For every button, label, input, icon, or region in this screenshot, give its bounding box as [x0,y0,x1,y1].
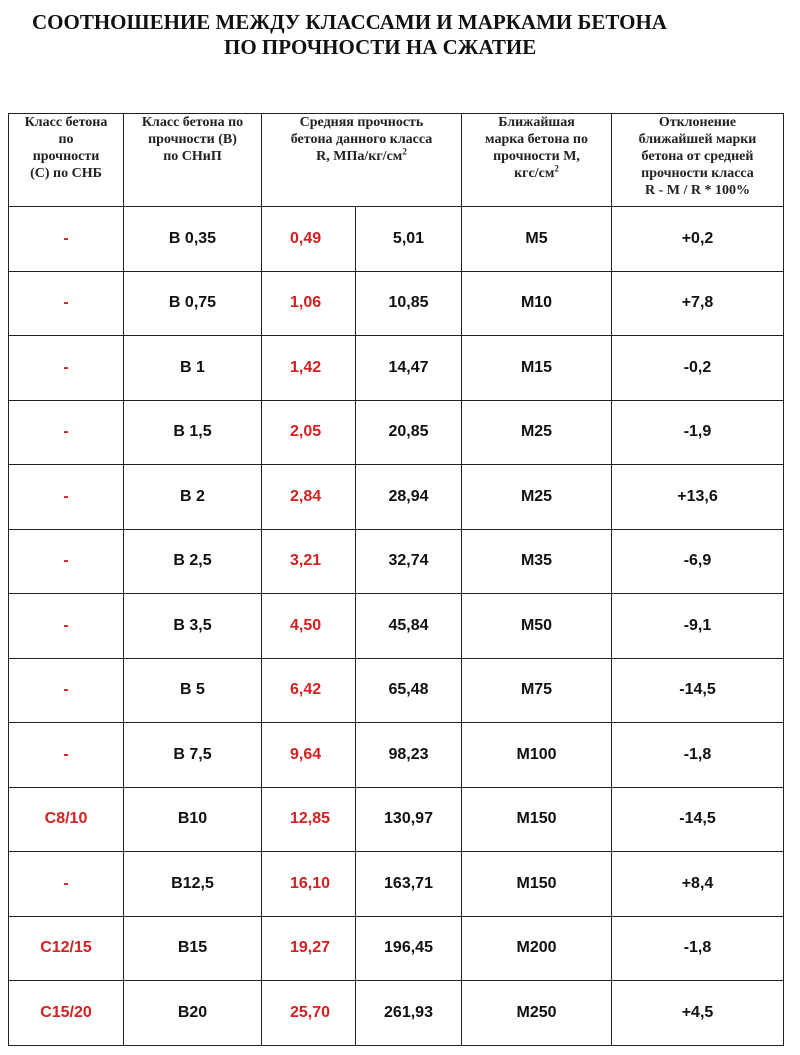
table-row [9,271,784,336]
header-class-b: Класс бетона по прочности (В) по СНиП [124,114,262,207]
table-row [9,594,784,659]
cell-strength-mpa: 1,42 [262,336,356,401]
cell-deviation: +4,5 [612,981,784,1046]
header-nearest-grade: Ближайшая марка бетона по прочности М, кгс/$см^2$ [462,114,612,207]
cell-strength-mpa: 0,49 [262,207,356,272]
cell-class-c: - [9,400,124,465]
cell-strength-kgf: 10,85 [356,271,462,336]
cell-class-b: В15 [124,916,262,981]
table-row [9,207,784,272]
cell-class-b: В 0,35 [124,207,262,272]
cell-class-c: - [9,594,124,659]
cell-class-c: - [9,852,124,917]
cell-class-c: - [9,723,124,788]
cell-strength-kgf: 5,01 [356,207,462,272]
cell-strength-mpa: 4,50 [262,594,356,659]
cell-class-c: С8/10 [9,787,124,852]
cell-class-b: В 2 [124,465,262,530]
cell-grade-m: М100 [462,723,612,788]
table-row [9,981,784,1046]
cell-grade-m: М35 [462,529,612,594]
cell-strength-mpa: 6,42 [262,658,356,723]
cell-grade-m: М15 [462,336,612,401]
cell-deviation: +7,8 [612,271,784,336]
cell-deviation: +8,4 [612,852,784,917]
table-row [9,529,784,594]
table-row [9,400,784,465]
cell-deviation: -0,2 [612,336,784,401]
table-row [9,465,784,530]
cell-grade-m: М25 [462,465,612,530]
cell-deviation: -9,1 [612,594,784,659]
cell-grade-m: М150 [462,787,612,852]
cell-class-b: В 3,5 [124,594,262,659]
cell-strength-mpa: 2,84 [262,465,356,530]
cell-strength-mpa: 2,05 [262,400,356,465]
header-row [9,114,784,207]
cell-strength-mpa: 16,10 [262,852,356,917]
cell-grade-m: М250 [462,981,612,1046]
cell-class-b: В 5 [124,658,262,723]
cell-strength-kgf: 14,47 [356,336,462,401]
table-row [9,787,784,852]
cell-class-c: - [9,465,124,530]
cell-class-c: - [9,529,124,594]
cell-class-c: С15/20 [9,981,124,1046]
cell-grade-m: М200 [462,916,612,981]
cell-strength-kgf: 32,74 [356,529,462,594]
cell-strength-mpa: 25,70 [262,981,356,1046]
cell-class-c: - [9,336,124,401]
cell-grade-m: М5 [462,207,612,272]
header-deviation: Отклонение ближайшей марки бетона от средней прочности класса R - M / R * 100% [612,114,784,207]
cell-deviation: +13,6 [612,465,784,530]
cell-class-b: В 7,5 [124,723,262,788]
cell-strength-mpa: 19,27 [262,916,356,981]
cell-strength-kgf: 130,97 [356,787,462,852]
table-row [9,916,784,981]
cell-deviation: +0,2 [612,207,784,272]
cell-class-b: В 2,5 [124,529,262,594]
concrete-class-table [8,113,784,1046]
cell-class-b: В 1 [124,336,262,401]
cell-strength-kgf: 65,48 [356,658,462,723]
cell-class-c: - [9,207,124,272]
cell-strength-mpa: 12,85 [262,787,356,852]
cell-deviation: -1,8 [612,723,784,788]
header-avg-strength: Средняя прочность бетона данного класса R, МПа/$кг/см^2$ [262,114,462,207]
cell-class-b: В 1,5 [124,400,262,465]
table-row [9,658,784,723]
cell-class-b: В 0,75 [124,271,262,336]
page-title [0,10,800,60]
cell-deviation: -14,5 [612,787,784,852]
cell-strength-kgf: 163,71 [356,852,462,917]
cell-deviation: -1,9 [612,400,784,465]
cell-grade-m: М75 [462,658,612,723]
cell-grade-m: М25 [462,400,612,465]
cell-deviation: -6,9 [612,529,784,594]
cell-deviation: -14,5 [612,658,784,723]
cell-strength-kgf: 261,93 [356,981,462,1046]
header-class-c: Класс бетона по прочности (С) по СНБ [9,114,124,207]
cell-strength-kgf: 196,45 [356,916,462,981]
cell-class-b: В20 [124,981,262,1046]
cell-strength-kgf: 98,23 [356,723,462,788]
cell-grade-m: М10 [462,271,612,336]
cell-class-b: В10 [124,787,262,852]
cell-class-c: С12/15 [9,916,124,981]
cell-grade-m: М150 [462,852,612,917]
table-row [9,852,784,917]
cell-strength-kgf: 28,94 [356,465,462,530]
title-line-2: ПО ПРОЧНОСТИ НА СЖАТИЕ [224,35,537,59]
cell-deviation: -1,8 [612,916,784,981]
table-row [9,336,784,401]
title-line-1: СООТНОШЕНИЕ МЕЖДУ КЛАССАМИ И МАРКАМИ БЕТОНА [32,10,667,34]
cell-grade-m: М50 [462,594,612,659]
cell-strength-kgf: 20,85 [356,400,462,465]
cell-class-b: В12,5 [124,852,262,917]
cell-strength-kgf: 45,84 [356,594,462,659]
cell-class-c: - [9,658,124,723]
cell-strength-mpa: 3,21 [262,529,356,594]
cell-class-c: - [9,271,124,336]
cell-strength-mpa: 1,06 [262,271,356,336]
table-row [9,723,784,788]
cell-strength-mpa: 9,64 [262,723,356,788]
